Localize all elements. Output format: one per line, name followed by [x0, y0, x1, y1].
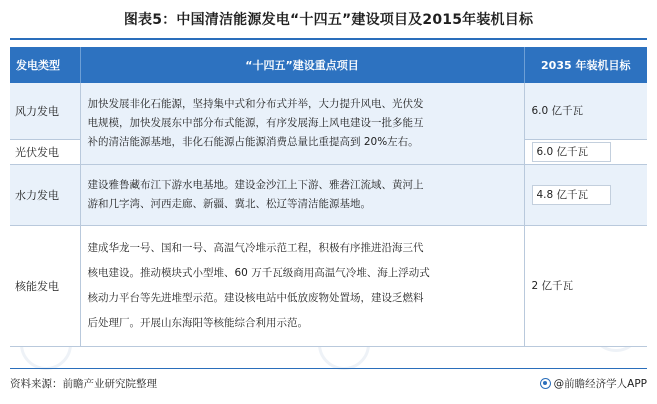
cell-projects-wind-solar — [80, 83, 524, 165]
goal-value-solar: 6.0 亿千瓦 — [532, 142, 612, 162]
cell-type-hydro: 水力发电 — [10, 165, 80, 226]
project-line: 补的清洁能源基地，非化石能源占能源消费总量比重提高到 20%左右。 — [87, 136, 419, 148]
cell-projects-hydro — [80, 165, 524, 226]
energy-projects-table — [10, 47, 647, 347]
cell-goal-solar — [524, 140, 647, 165]
table-row-nuclear — [10, 226, 647, 347]
cell-type-nuclear: 核能发电 — [10, 226, 80, 347]
source-note: 资料来源：前瞻产业研究院整理 — [10, 378, 157, 390]
brand-logo-icon — [540, 378, 551, 389]
cell-projects-nuclear — [80, 226, 524, 347]
brand-label: @前瞻经济学人APP — [553, 378, 647, 390]
cell-goal-hydro — [524, 165, 647, 226]
cell-goal-nuclear — [524, 226, 647, 347]
project-line: 后处理厂。开展山东海阳等核能综合利用示范。 — [87, 317, 308, 329]
footer — [10, 374, 647, 394]
page-title: 图表5：中国清洁能源发电“十四五”建设项目及2015年装机目标 — [123, 12, 534, 28]
column-header-goal: 2035 年装机目标 — [524, 47, 647, 83]
column-header-projects: “十四五”建设重点项目 — [80, 47, 524, 83]
project-line: 游和几字湾、河西走廊、新疆、冀北、松辽等清洁能源基地。 — [87, 198, 371, 210]
cell-type-solar: 光伏发电 — [10, 140, 80, 165]
table-header-row — [10, 47, 647, 83]
project-line: 核电建设。推动模块式小型堆、60 万千瓦级商用高温气冷堆、海上浮动式 — [87, 267, 430, 279]
title-divider — [10, 38, 647, 40]
table-row-hydro — [10, 165, 647, 226]
goal-value-hydro: 4.8 亿千瓦 — [532, 185, 612, 205]
cell-goal-wind — [524, 83, 647, 140]
project-line: 建成华龙一号、国和一号、高温气冷堆示范工程，积极有序推进沿海三代 — [87, 242, 424, 254]
goal-value-nuclear: 2 亿千瓦 — [531, 279, 574, 292]
project-line: 电规模，加快发展东中部分布式能源，有序发展海上风电建设一批多能互 — [87, 117, 424, 129]
goal-value-wind: 6.0 亿千瓦 — [531, 104, 584, 117]
project-line: 加快发展非化石能源，坚持集中式和分布式并举，大力提升风电、光伏发 — [87, 98, 424, 110]
footer-divider — [10, 368, 647, 369]
project-line: 建设雅鲁藏布江下游水电基地。建设金沙江上下游、雅砻江流域、黄河上 — [87, 179, 424, 191]
column-header-type: 发电类型 — [10, 47, 80, 83]
brand-attribution — [540, 376, 647, 391]
table-row-wind — [10, 83, 647, 140]
cell-type-wind: 风力发电 — [10, 83, 80, 140]
project-line: 核动力平台等先进堆型示范。建设核电站中低放废物处置场，建设乏燃料 — [87, 292, 424, 304]
